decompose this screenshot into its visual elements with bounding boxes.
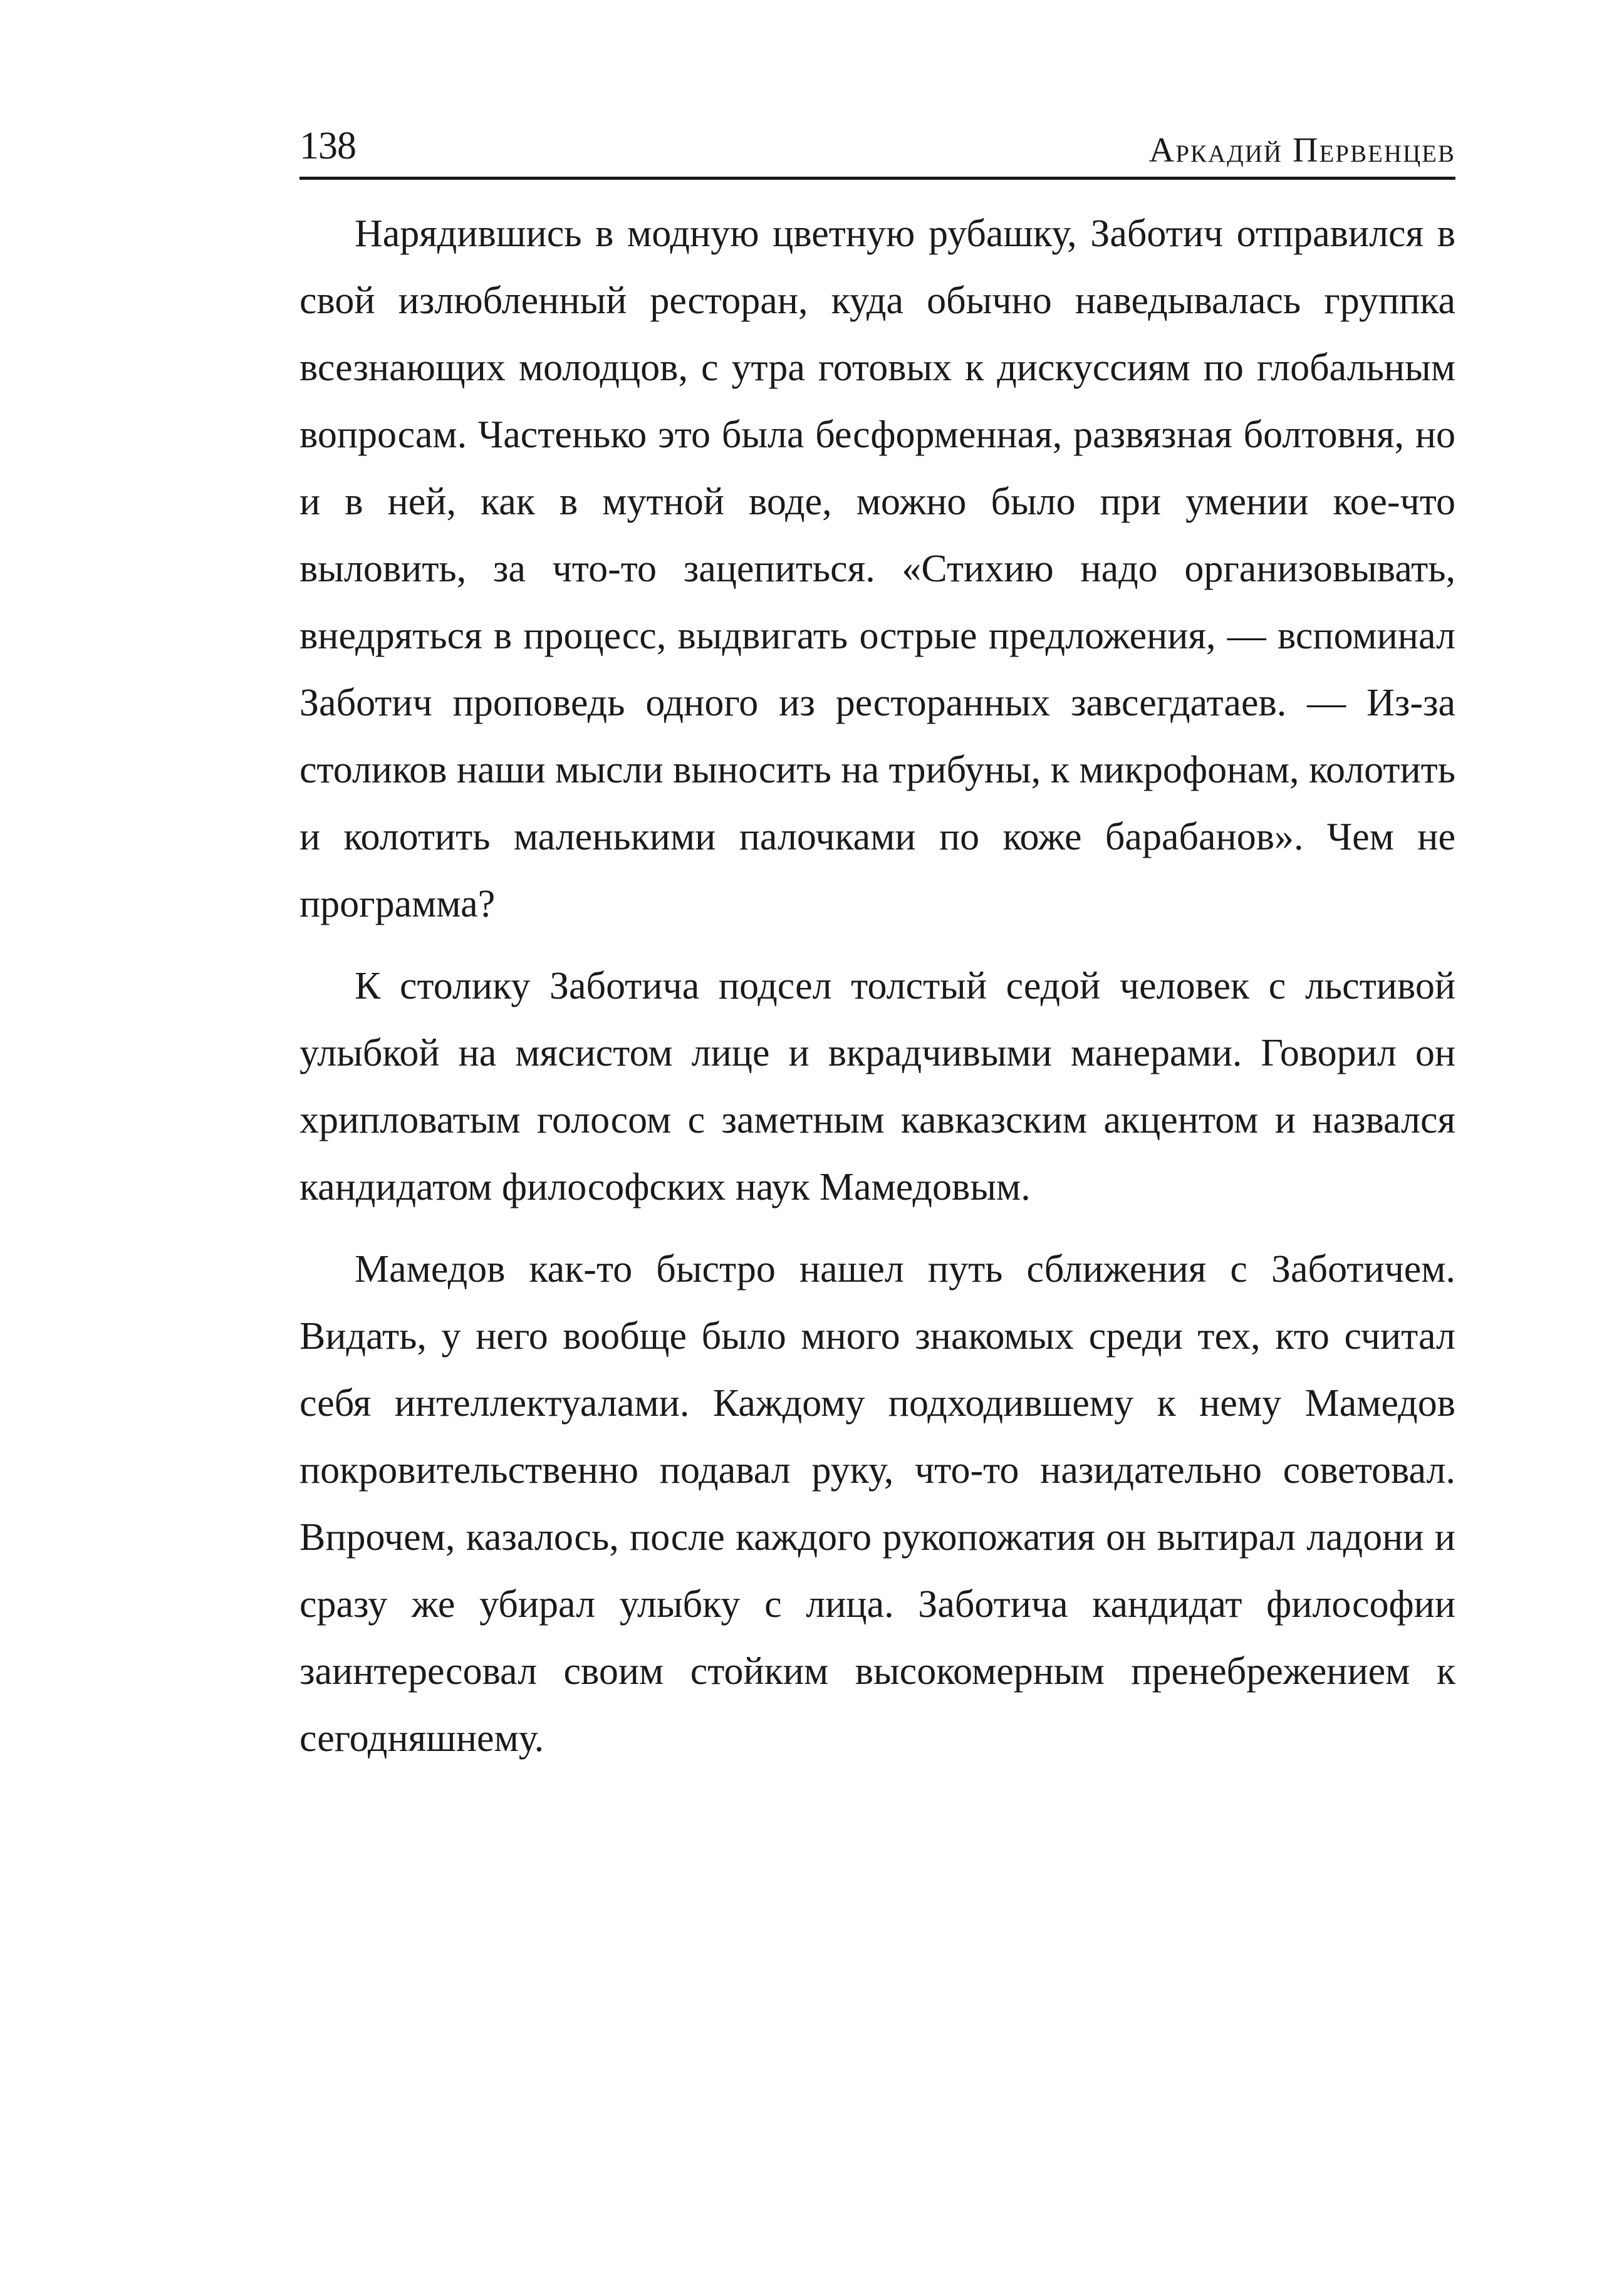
paragraph-2: К столику Заботича подсел толстый седой человек с льстивой улыбкой на мясистом лице и вкрадчивыми манерами. Говорил он хрипловатым голосом с заметным кавказским акцентом и назвался кандидатом философских наук Мамедовым.	[299, 965, 1455, 1208]
paragraph-3: Мамедов как-то быстро нашел путь сближения с Заботичем. Видать, у него вообще было много знакомых среди тех, кто считал себя интеллектуалами. Каждому подходившему к нему Мамедов покровительственно подавал руку, что-то назидательно советовал. Впрочем, казалось, после каждого рукопожатия он вытирал ладони и сразу же убирал улыбку с лица. Заботича кандидат философии заинтересовал своим стойким высокомерным пренебрежением к сегодняшнему.	[299, 1248, 1455, 1760]
running-head	[299, 118, 1455, 180]
book-author: Аркадий Первенцев	[1148, 131, 1455, 170]
paragraph-1: Нарядившись в модную цветную рубашку, Заботич отправился в свой излюбленный ресторан, куда обычно наведывалась группка всезнающих молодцов, с утра готовых к дискуссиям по глобальным вопросам. Частенько это была бесформенная, развязная болтовня, но и в ней, как в мутной воде, можно было при умении кое-что выловить, за что-то зацепиться. «Стихию надо организовывать, внедряться в процесс, выдвигать острые предложения, — вспоминал Заботич проповедь одного из ресторанных завсегдатаев. — Из-за столиков наши мысли выносить на трибуны, к микрофонам, колотить и колотить маленькими палочками по коже барабанов». Чем не программа?	[299, 212, 1455, 925]
header-rule	[299, 177, 1455, 180]
body-text	[299, 200, 1455, 1787]
page-number: 138	[299, 125, 356, 167]
